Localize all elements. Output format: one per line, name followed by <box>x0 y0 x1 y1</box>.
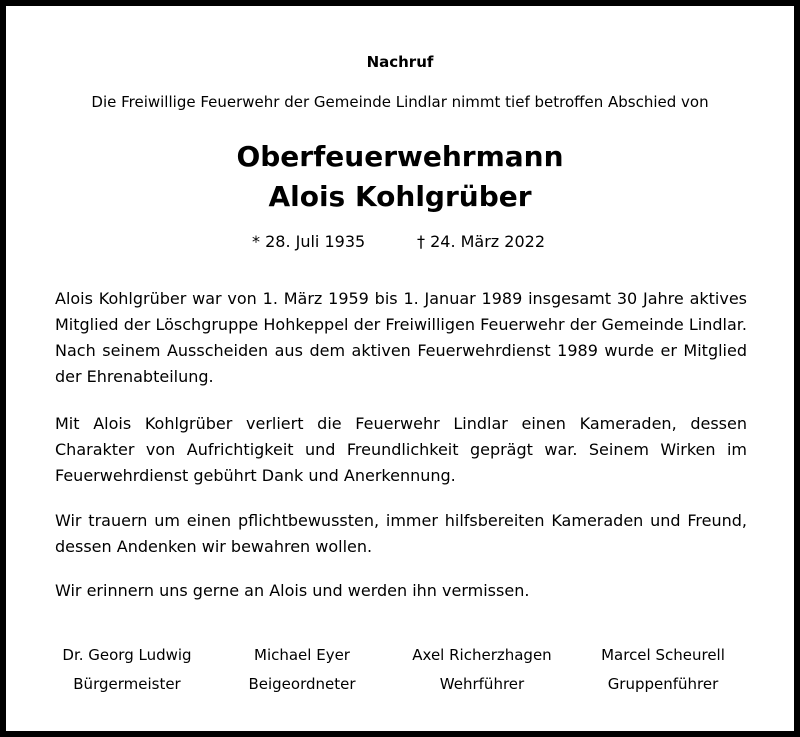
signatory-group-leader <box>573 641 753 699</box>
signatory-fire-chief <box>392 641 572 699</box>
paragraph-mourning: Wir trauern um einen pflichtbewussten, immer hilfsbereiten Kameraden und Freund, dessen Andenken wir bewahren wollen. <box>55 511 747 556</box>
signatory-deputy <box>212 641 392 699</box>
notice-intro: Die Freiwillige Feuerwehr der Gemeinde Lindlar nimmt tief betroffen Abschied von <box>91 93 709 111</box>
paragraph-character: Mit Alois Kohlgrüber verliert die Feuerwehr Lindlar einen Kameraden, dessen Charakter von Aufrichtigkeit und Freundlichkeit geprägt war. Seinem Wirken im Feuerwehrdienst gebührt Dank und Anerkennung. <box>55 414 747 485</box>
birth-date: * 28. Juli 1935 <box>252 232 366 251</box>
notice-heading: Nachruf <box>366 53 434 71</box>
paragraph-service: Alois Kohlgrüber war von 1. März 1959 bis 1. Januar 1989 insgesamt 30 Jahre aktives Mitglied der Löschgruppe Hohkeppel der Freiwilligen Feuerwehr der Gemeinde Lindlar. Nach seinem Ausscheiden aus dem aktiven Feuerwehrdienst 1989 wurde er Mitglied der Ehrenabteilung. <box>55 289 747 386</box>
death-date: † 24. März 2022 <box>417 232 546 251</box>
paragraph-remembrance: Wir erinnern uns gerne an Alois und werden ihn vermissen. <box>55 581 530 600</box>
signatory-mayor <box>37 641 217 699</box>
signatory-role: Beigeordneter <box>248 675 356 693</box>
signatory-name: Michael Eyer <box>254 646 350 664</box>
signatory-name: Axel Richerzhagen <box>412 646 552 664</box>
signatory-role: Gruppenführer <box>607 675 719 693</box>
deceased-name: Alois Kohlgrüber <box>268 180 532 213</box>
deceased-rank: Oberfeuerwehrmann <box>236 140 564 173</box>
deceased-title <box>0 137 800 217</box>
signatory-name: Marcel Scheurell <box>601 646 725 664</box>
signatory-role: Bürgermeister <box>73 675 181 693</box>
signatory-role: Wehrführer <box>439 675 525 693</box>
signatory-name: Dr. Georg Ludwig <box>62 646 192 664</box>
